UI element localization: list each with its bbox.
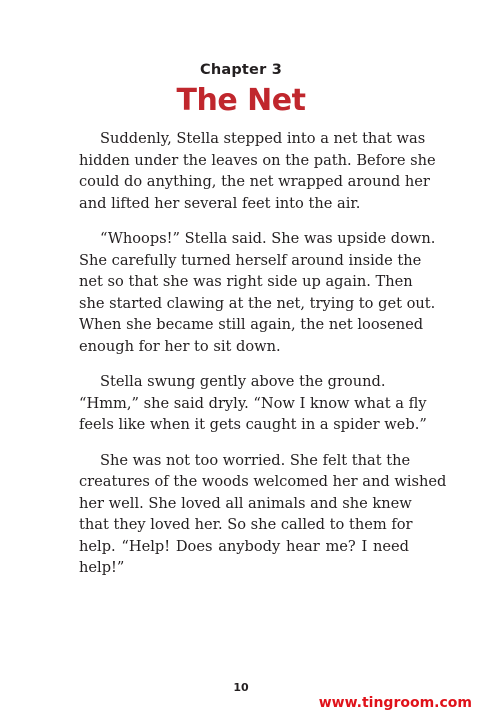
body-text — [79, 128, 447, 593]
text-line: could do anything, the net wrapped around her — [79, 173, 430, 190]
text-line: help. “Help! Does anybody hear me? I need — [79, 537, 409, 555]
text-line: She was not too worried. She felt that the — [100, 451, 411, 469]
chapter-title: The Net — [176, 83, 306, 118]
text-line: Stella swung gently above the ground. — [100, 373, 386, 390]
text-line: and lifted her several feet into the air. — [79, 194, 361, 212]
text-line: her well. She loved all animals and she knew — [79, 494, 412, 512]
paragraph — [79, 128, 436, 214]
text-line: feels like when it gets caught in a spider web.” — [79, 416, 427, 433]
paragraph — [79, 228, 436, 357]
text-line: “Whoops!” Stella said. She was upside down. — [100, 230, 436, 247]
page-number: 10 — [233, 681, 249, 694]
text-line: she started clawing at the net, trying to get out. — [79, 294, 436, 312]
text-line: hidden under the leaves on the path. Before she — [79, 151, 436, 169]
text-line: enough for her to sit down. — [79, 337, 281, 355]
text-line: help!” — [79, 559, 125, 576]
text-line: Suddenly, Stella stepped into a net that was — [100, 130, 426, 147]
text-line: net so that she was right side up again. Then — [79, 273, 413, 290]
text-line: “Hmm,” she said dryly. “Now I know what a fly — [79, 394, 427, 412]
paragraph — [79, 450, 447, 579]
text-line: creatures of the woods welcomed her and wished — [79, 473, 447, 490]
text-line: that they loved her. So she called to them for — [79, 516, 413, 533]
text-line: She carefully turned herself around inside the — [79, 251, 422, 269]
text-line: When she became still again, the net loosened — [79, 316, 424, 333]
chapter-label: Chapter 3 — [200, 62, 282, 78]
watermark-link[interactable]: www.tingroom.com — [318, 695, 472, 711]
paragraph — [79, 371, 427, 436]
